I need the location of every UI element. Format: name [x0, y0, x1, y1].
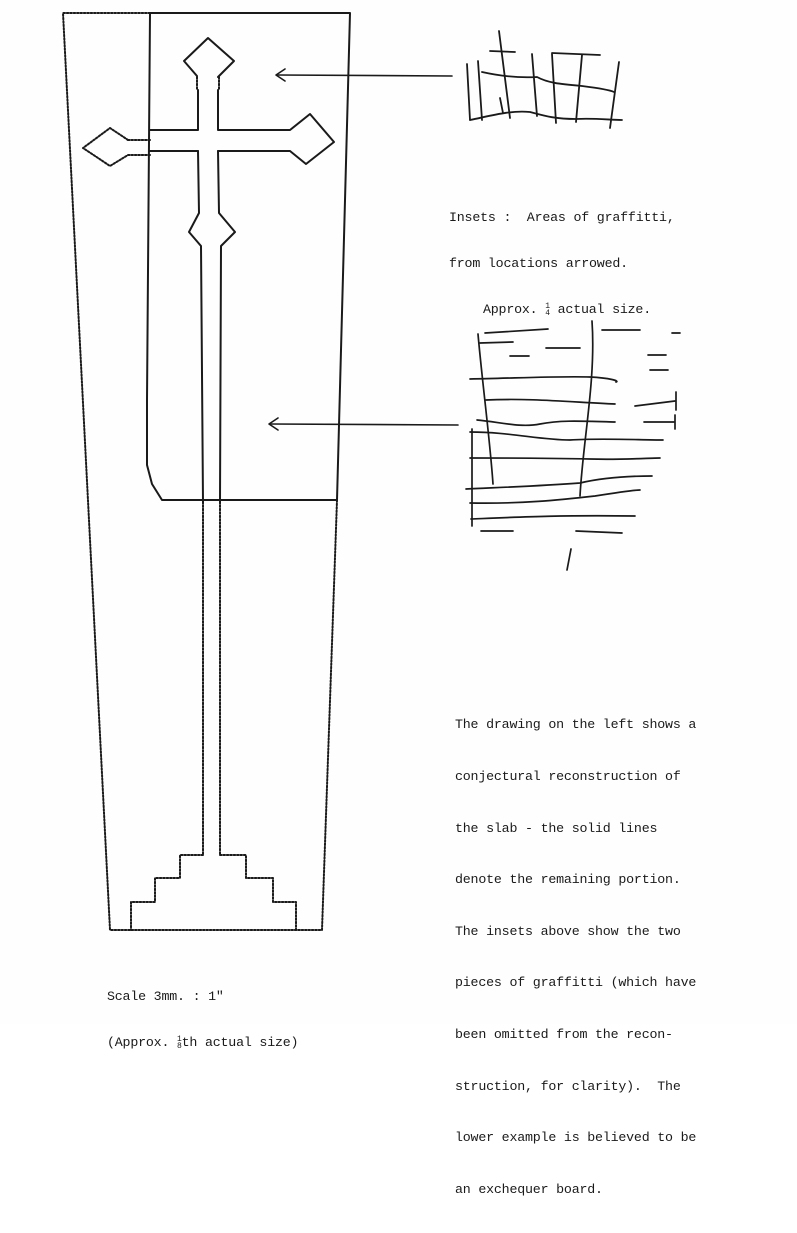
- description-line: the slab - the solid lines: [455, 820, 658, 836]
- description-line: denote the remaining portion.: [455, 872, 681, 888]
- lower-inset-graffiti: [466, 321, 680, 570]
- insets-caption-line-1: Insets : Areas of graffitti,: [449, 209, 675, 225]
- scale-line-2: (Approx. 1 8th actual size): [107, 1034, 299, 1051]
- quarter-fraction: 1 4: [545, 301, 550, 318]
- remaining-portion: [147, 13, 350, 502]
- eighth-fraction: 1 8: [177, 1034, 182, 1051]
- upper-arrow-group: [276, 69, 452, 81]
- description-line: The insets above show the two: [455, 923, 681, 939]
- description-line: The drawing on the left shows a: [455, 717, 697, 733]
- description-line: struction, for clarity). The: [455, 1078, 681, 1094]
- description-line: conjectural reconstruction of: [455, 769, 681, 785]
- scale-note: [107, 958, 298, 1081]
- insets-caption: [449, 179, 675, 348]
- upper-inset-graffiti: [467, 31, 622, 128]
- insets-caption-line-3: Approx. 1 4 actual size.: [483, 301, 651, 318]
- description-line: pieces of graffitti (which have: [455, 975, 697, 991]
- insets-caption-line-2: from locations arrowed.: [449, 256, 628, 272]
- description-line: an exchequer board.: [455, 1181, 603, 1197]
- description-text: [455, 682, 696, 1233]
- reconstruction-outline: [63, 13, 337, 930]
- description-line: been omitted from the recon-: [455, 1027, 673, 1043]
- scale-line-1: Scale 3mm. : 1": [107, 988, 224, 1004]
- description-line: lower example is believed to be: [455, 1130, 697, 1146]
- lower-arrow-group: [269, 418, 458, 430]
